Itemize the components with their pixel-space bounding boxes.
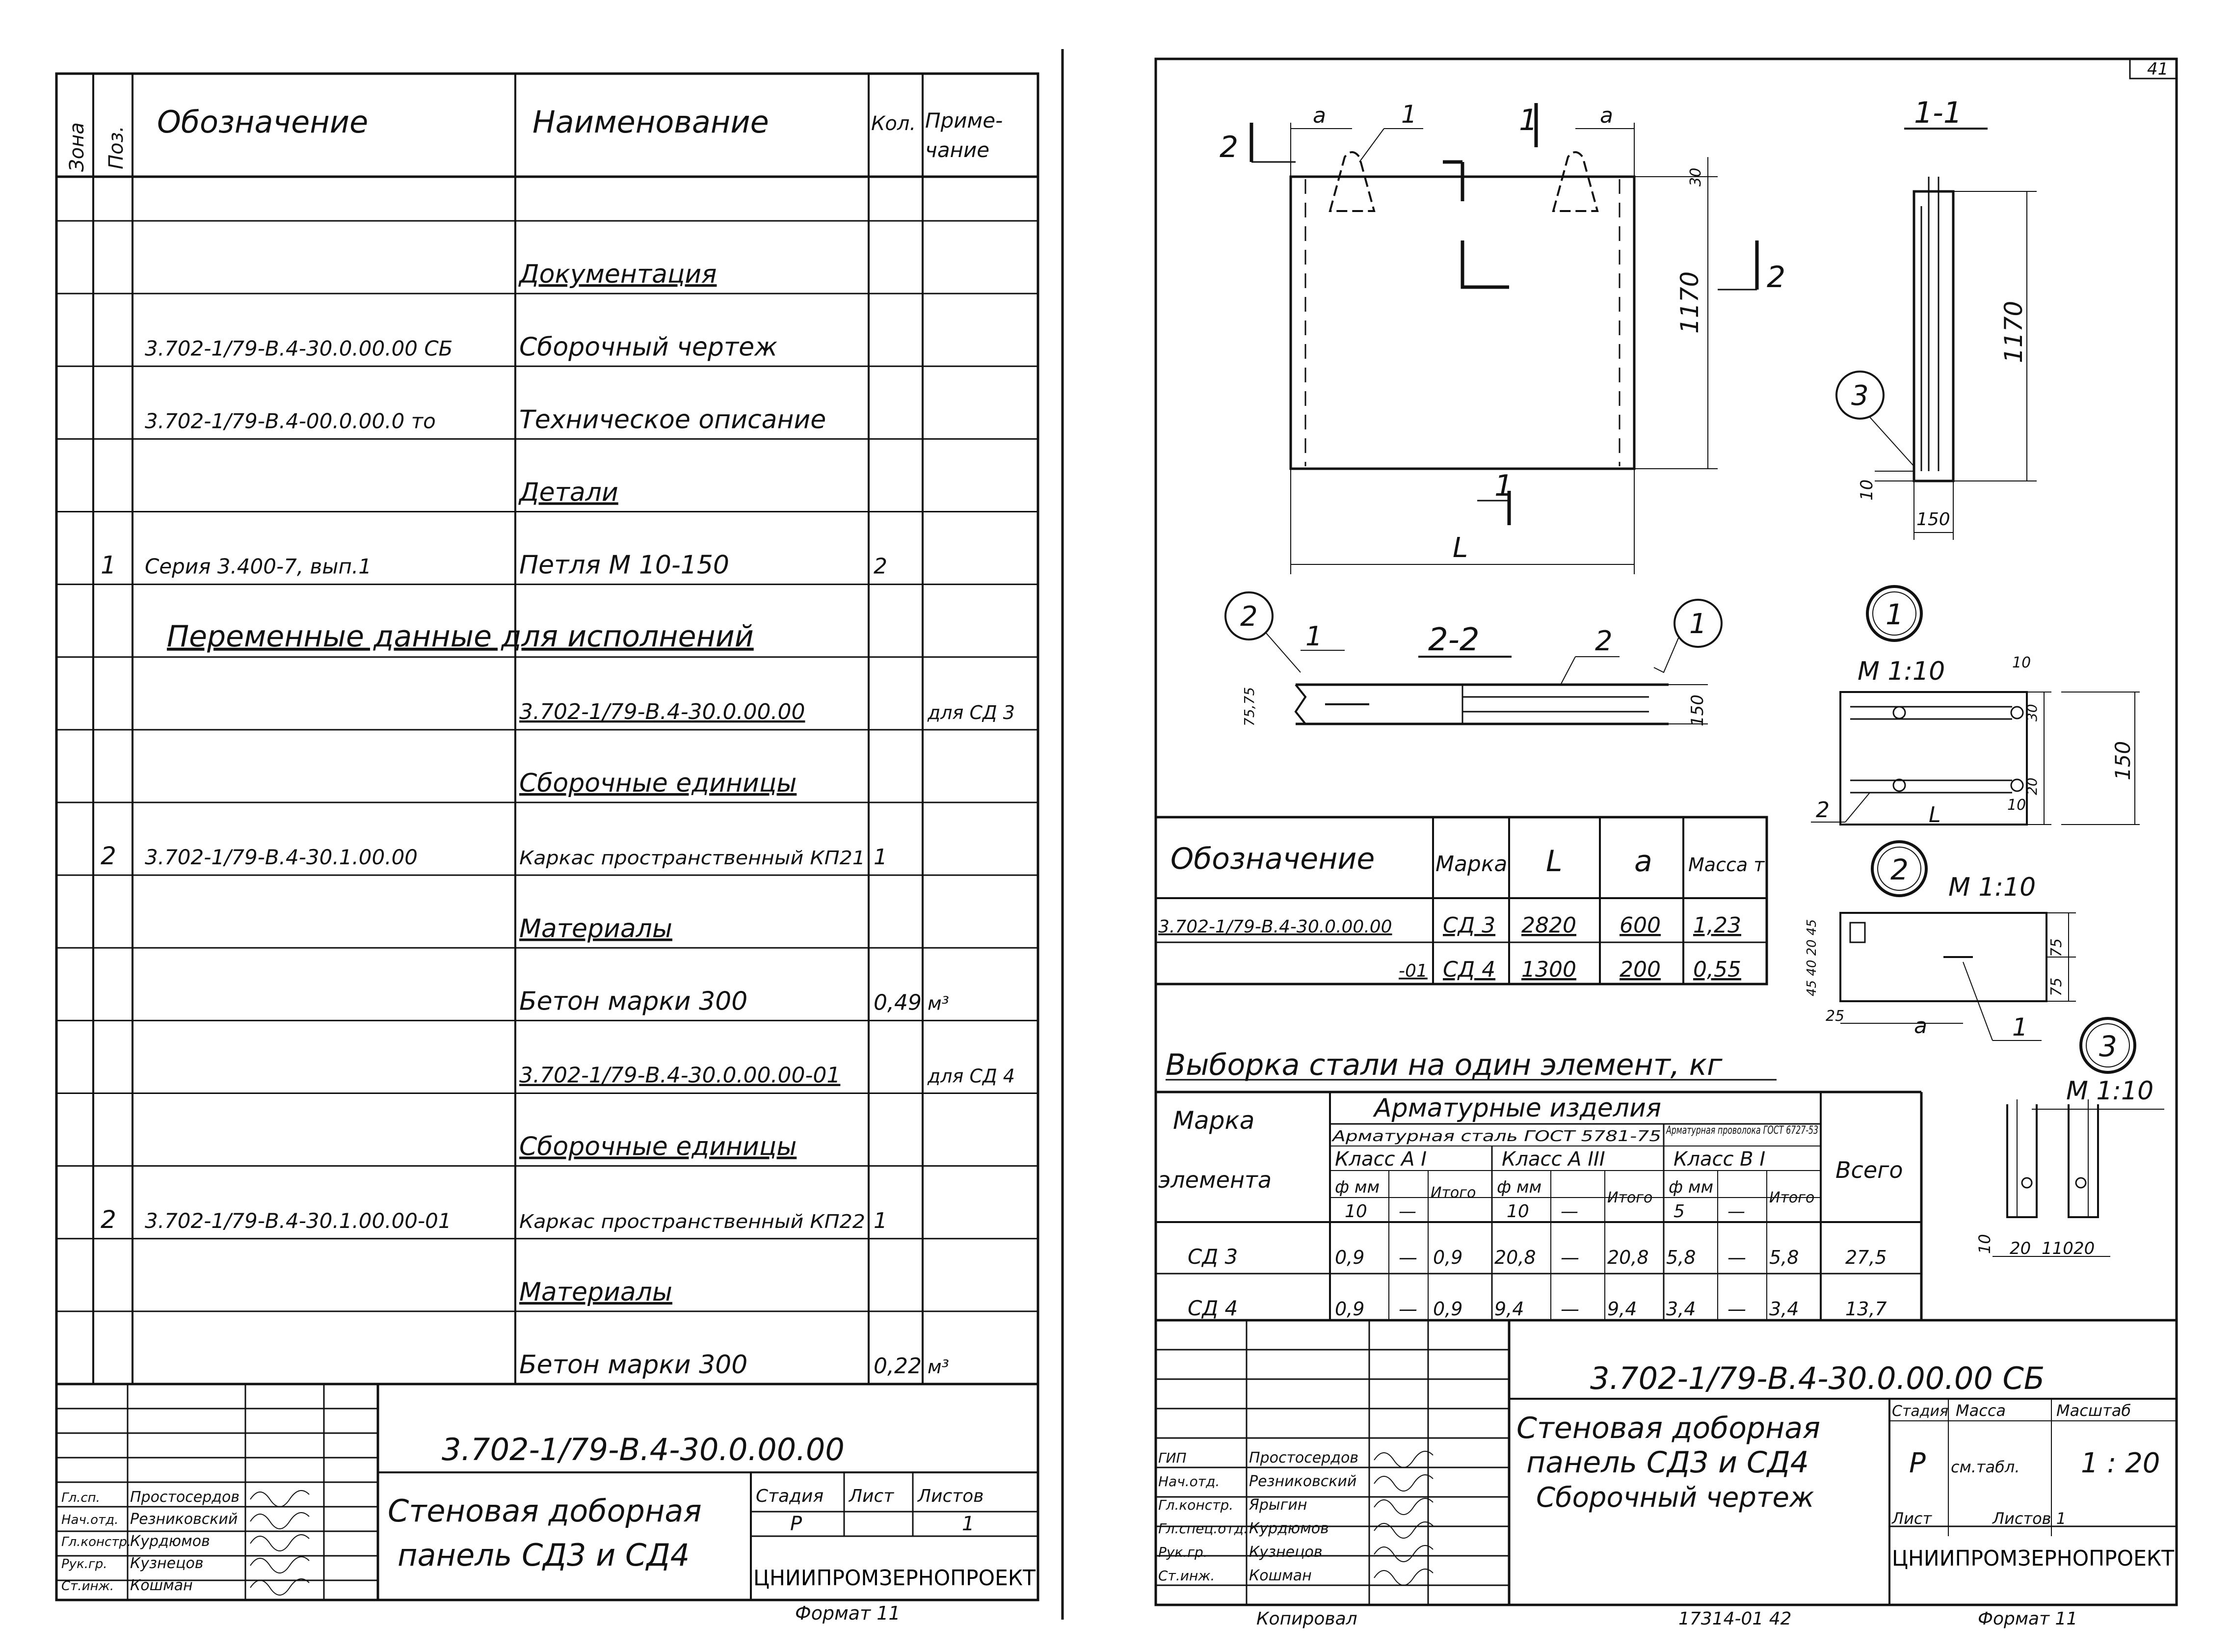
stamp-role: Нач.отд.	[61, 1513, 119, 1527]
spec-pos: 1	[101, 551, 116, 580]
steel-cell: 13,7	[1845, 1298, 1887, 1320]
dim-L: L	[1453, 532, 1468, 564]
stamp-person: Резниковский	[130, 1511, 238, 1528]
left-stamp-title-1: Стеновая доборная	[388, 1493, 702, 1529]
variant-cell: СД 4	[1443, 957, 1496, 982]
spec-name: Сборочный чертеж	[519, 332, 777, 362]
steel-cell: СД 4	[1188, 1296, 1238, 1320]
stamp-person: Кошман	[130, 1577, 193, 1594]
spec-name: Детали	[519, 478, 618, 507]
header-qty: Кол.	[871, 112, 916, 135]
section-2-2	[1225, 592, 1722, 726]
spec-row	[167, 619, 754, 654]
right-stamp-org: ЦНИИПРОМЗЕРНОПРОЕКТ	[1892, 1546, 2175, 1571]
node-1-scale: М 1:10	[1858, 657, 1945, 686]
steel-h-total-3: Итого	[1769, 1189, 1815, 1206]
stamp-role: Нач.отд.	[1158, 1473, 1220, 1490]
callout-3-section: 3	[1851, 380, 1869, 412]
node-2-d75a: 75	[2048, 938, 2065, 957]
signature	[1374, 1451, 1433, 1467]
spec-designation: Серия 3.400-7, вып.1	[145, 554, 372, 579]
spec-name: Сборочные единицы	[519, 769, 797, 798]
steel-h-dia-2: ф мм	[1497, 1177, 1542, 1197]
steel-cell: —	[1727, 1247, 1746, 1268]
spec-name: Бетон марки 300	[519, 1350, 748, 1380]
spec-note: для СД 3	[928, 701, 1015, 723]
spec-name: 3.702-1/79-В.4-30.0.00.00-01	[519, 1063, 841, 1088]
spec-name: 3.702-1/79-В.4-30.0.00.00	[519, 699, 805, 724]
spec-row	[518, 478, 618, 507]
steel-cell: 3,4	[1769, 1298, 1799, 1320]
stamp-person: Курдюмов	[1249, 1520, 1329, 1537]
node-3	[1975, 1018, 2164, 1258]
stamp-role: Ст.инж.	[1158, 1568, 1215, 1584]
stamp-role: Гл.констр.	[61, 1535, 132, 1549]
signature	[1374, 1498, 1433, 1515]
right-stamp-scale-label: Масштаб	[2056, 1401, 2131, 1420]
dim-a-right: а	[1600, 103, 1613, 128]
spec-row	[519, 1063, 1015, 1088]
stamp-role: Рук.гр.	[61, 1557, 107, 1572]
spec-name: Техническое описание	[519, 405, 826, 435]
spec-name: Сборочные единицы	[519, 1132, 797, 1162]
spec-row	[101, 551, 887, 580]
signature	[250, 1579, 309, 1595]
steel-cell: —	[1561, 1298, 1579, 1320]
header-designation: Обозначение	[157, 104, 369, 140]
left-stamp-stage: Р	[790, 1513, 802, 1535]
steel-h-total-1: Итого	[1431, 1184, 1476, 1201]
steel-dash-3: —	[1727, 1201, 1745, 1222]
callout-2-section: 2	[1240, 601, 1258, 633]
signature	[1374, 1475, 1433, 1491]
callout-1-left: 1	[1401, 100, 1417, 129]
spec-row	[519, 1350, 949, 1380]
signature	[250, 1491, 309, 1507]
spec-row	[145, 332, 777, 362]
spec-name: Документация	[519, 260, 717, 290]
steel-cell: 0,9	[1335, 1298, 1365, 1320]
spec-name: Бетон марки 300	[519, 986, 748, 1016]
node-2-a: а	[1914, 1013, 1927, 1039]
variant-cell: СД 3	[1443, 913, 1496, 938]
spec-row	[101, 1205, 887, 1234]
steel-cell: —	[1561, 1247, 1579, 1268]
callout-1-section: 1	[1305, 621, 1323, 652]
variant-cell: 1,23	[1693, 913, 1741, 938]
signature	[250, 1513, 309, 1529]
spec-note: м³	[928, 1356, 949, 1378]
node-1-d20: 20	[2024, 777, 2040, 795]
right-stamp-copied: Копировал	[1256, 1609, 1357, 1629]
left-stamp	[56, 1384, 1038, 1624]
variant-cell: 0,55	[1693, 957, 1741, 982]
steel-h-mark-1: Марка	[1173, 1106, 1255, 1135]
left-stamp-format: Формат 11	[795, 1602, 901, 1624]
node-2-callout-1: 1	[2012, 1013, 2028, 1041]
spec-qty: 1	[874, 845, 887, 870]
stamp-role: Ст.инж.	[61, 1579, 114, 1594]
node-1-d30: 30	[2024, 704, 2040, 721]
steel-cell: СД 3	[1188, 1245, 1238, 1269]
node-1-callout: 1	[1886, 598, 1904, 631]
steel-cell: 0,9	[1335, 1247, 1365, 1268]
steel-h-dia-3: ф мм	[1669, 1177, 1714, 1197]
var-h-mass: Масса т	[1688, 854, 1765, 876]
spec-row	[519, 1278, 672, 1307]
spec-designation: Переменные данные для исполнений	[167, 619, 754, 654]
spec-designation: 3.702-1/79-В.4-30.1.00.00-01	[145, 1208, 452, 1233]
section-marker-2b: 2	[1767, 260, 1786, 294]
dim-1170-b: 1170	[1999, 300, 2028, 363]
right-stamp	[1156, 1320, 2177, 1629]
steel-d2: 10	[1507, 1201, 1529, 1222]
right-stamp-code: 3.702-1/79-В.4-30.0.00.00 СБ	[1590, 1360, 2045, 1396]
steel-h-class-b1: Класс В I	[1674, 1148, 1766, 1171]
right-stamp-title-1: Стеновая доборная	[1516, 1411, 1821, 1445]
variant-cell: 200	[1620, 957, 1661, 982]
dim-10-section: 10	[1857, 479, 1877, 501]
steel-cell: —	[1399, 1247, 1417, 1268]
steel-dash-1: —	[1399, 1201, 1416, 1222]
right-stamp-stage-label: Стадия	[1892, 1403, 1949, 1420]
steel-table	[1156, 1048, 1921, 1320]
stamp-person: Простосердов	[1249, 1449, 1359, 1466]
dim-150-22: 150	[1688, 694, 1707, 726]
node-3-d20a: 20	[2010, 1239, 2031, 1258]
left-stamp-stage-label: Стадия	[756, 1486, 824, 1506]
steel-h-items: Арматурные изделия	[1374, 1093, 1662, 1123]
header-zone: Зона	[66, 122, 88, 172]
steel-d1: 10	[1345, 1201, 1367, 1222]
steel-h-class-a3: Класс А III	[1502, 1148, 1605, 1171]
node-2-scale: М 1:10	[1948, 873, 2036, 902]
dim-1170: 1170	[1675, 271, 1704, 334]
spec-row	[101, 842, 887, 870]
steel-h-wire: Арматурная проволока ГОСТ 6727-53	[1665, 1124, 1818, 1137]
node-1	[1811, 586, 2140, 827]
spec-qty: 0,22	[874, 1354, 922, 1379]
spec-table	[56, 74, 1038, 1600]
steel-cell: 20,8	[1607, 1247, 1649, 1268]
spec-designation: 3.702-1/79-В.4-30.1.00.00	[145, 845, 418, 870]
spec-pos: 2	[101, 1205, 116, 1234]
section-1-1-label: 1-1	[1914, 96, 1962, 130]
node-1-d10b: 10	[2007, 797, 2026, 814]
var-h-mark: Марка	[1435, 852, 1508, 877]
signature	[250, 1535, 309, 1551]
right-stamp-sheets-label: Листов 1	[1993, 1509, 2067, 1528]
steel-h-dia-1: ф мм	[1335, 1177, 1380, 1197]
section-marker-1a: 1	[1519, 103, 1538, 137]
callout-2-label: 2	[1595, 625, 1613, 657]
spec-designation: 3.702-1/79-В.4-00.0.00.0 то	[145, 409, 436, 433]
var-h-L: L	[1546, 844, 1563, 879]
stamp-person: Резниковский	[1249, 1473, 1357, 1490]
dim-30: 30	[1687, 167, 1704, 187]
right-stamp-footer-code: 17314-01 42	[1678, 1609, 1792, 1629]
stamp-role: Гл.спец.отд.	[1158, 1520, 1248, 1537]
right-stamp-stage: Р	[1909, 1447, 1926, 1479]
signature	[250, 1557, 309, 1573]
left-stamp-code: 3.702-1/79-В.4-30.0.00.00	[442, 1432, 845, 1467]
spec-row	[519, 914, 672, 943]
header-note-1: Приме-	[925, 108, 1003, 133]
steel-cell: 9,4	[1607, 1298, 1637, 1320]
stamp-person: Ярыгин	[1249, 1496, 1307, 1514]
signature	[1374, 1522, 1433, 1538]
steel-cell: 0,9	[1433, 1298, 1463, 1320]
steel-cell: 5,8	[1769, 1247, 1799, 1268]
dim-150-section: 150	[1916, 509, 1950, 530]
spec-designation: 3.702-1/79-В.4-30.0.00.00 СБ	[145, 336, 453, 361]
variant-cell: 3.702-1/79-В.4-30.0.00.00	[1158, 917, 1392, 937]
spec-row	[519, 769, 797, 798]
steel-cell: 27,5	[1845, 1247, 1887, 1268]
steel-cell: 5,8	[1666, 1247, 1696, 1268]
steel-h-mark-2: элемента	[1158, 1167, 1272, 1193]
left-stamp-sheet-label: Лист	[849, 1486, 894, 1506]
right-stamp-mass: см.табл.	[1951, 1458, 2020, 1476]
node-2-d25: 25	[1826, 1008, 1845, 1025]
variant-cell: 2820	[1521, 913, 1576, 938]
stamp-role: Гл.констр.	[1158, 1497, 1234, 1513]
steel-h-class-a1: Класс А I	[1335, 1148, 1427, 1171]
spec-row	[518, 260, 717, 289]
spec-qty: 1	[874, 1208, 887, 1233]
spec-qty: 2	[874, 554, 887, 579]
steel-cell: 3,4	[1666, 1298, 1696, 1320]
right-stamp-format: Формат 11	[1978, 1609, 2078, 1629]
node-1-d150: 150	[2111, 741, 2135, 780]
signature	[1374, 1569, 1433, 1585]
steel-title: Выборка стали на один элемент, кг	[1166, 1048, 1723, 1082]
left-stamp-org: ЦНИИПРОМЗЕРНОПРОЕКТ	[753, 1566, 1036, 1591]
stamp-role: Гл.сп.	[61, 1491, 100, 1505]
spec-row	[519, 699, 1015, 724]
spec-row	[145, 405, 826, 434]
node-3-callout: 3	[2099, 1030, 2117, 1063]
node-1-d10: 10	[2012, 654, 2031, 671]
header-note-2: чание	[925, 138, 990, 162]
header-pos: Поз.	[105, 126, 128, 169]
spec-row	[519, 1132, 797, 1162]
node-3-scale: М 1:10	[2066, 1076, 2154, 1106]
spec-name: Материалы	[519, 1277, 672, 1307]
callout-1-circle: 1	[1689, 608, 1707, 640]
sheet-number: 41	[2147, 59, 2169, 79]
stamp-person: Кузнецов	[1249, 1544, 1323, 1561]
node-3-d10: 10	[1975, 1234, 1994, 1254]
left-stamp-sheets: 1	[962, 1513, 975, 1535]
steel-cell: —	[1399, 1298, 1417, 1320]
steel-cell: 0,9	[1433, 1247, 1463, 1268]
panel-elevation	[1220, 100, 1785, 574]
steel-h-steel: Арматурная сталь ГОСТ 5781-75	[1331, 1128, 1661, 1145]
spec-name: Материалы	[519, 914, 672, 944]
var-h-designation: Обозначение	[1170, 842, 1375, 876]
stamp-person: Кошман	[1249, 1567, 1312, 1584]
header-name: Наименование	[532, 104, 769, 140]
steel-cell: —	[1727, 1298, 1746, 1320]
spec-note: для СД 4	[928, 1065, 1015, 1087]
stamp-role: Рук.гр.	[1158, 1544, 1208, 1560]
section-marker-2a: 2	[1220, 130, 1239, 164]
node-3-d110: 110	[2042, 1239, 2073, 1258]
right-stamp-scale: 1 : 20	[2081, 1447, 2160, 1479]
left-stamp-title-2: панель СД3 и СД4	[398, 1537, 690, 1573]
right-stamp-mass-label: Масса	[1956, 1401, 2006, 1420]
spec-row	[519, 986, 949, 1016]
steel-d3: 5	[1674, 1201, 1685, 1222]
node-1-L: L	[1929, 802, 1941, 827]
node-3-d20b: 20	[2073, 1239, 2095, 1258]
section-2-2-label: 2-2	[1428, 622, 1480, 658]
spec-qty: 0,49	[874, 990, 922, 1015]
variant-cell: 1300	[1521, 957, 1576, 982]
var-h-a: а	[1634, 844, 1652, 879]
steel-dash-2: —	[1561, 1201, 1578, 1222]
dim-75-75: 75,75	[1241, 687, 1257, 726]
stamp-role: ГИП	[1158, 1450, 1187, 1466]
spec-name: Каркас пространственный КП21	[519, 847, 865, 869]
spec-name: Каркас пространственный КП22	[519, 1210, 865, 1232]
steel-h-all: Всего	[1835, 1157, 1903, 1183]
signature	[1374, 1545, 1433, 1562]
steel-cell: 9,4	[1494, 1298, 1524, 1320]
node-1-callout-2: 2	[1816, 798, 1830, 823]
variants-table	[1156, 817, 1767, 984]
steel-cell: 20,8	[1494, 1247, 1536, 1268]
spec-name: Петля М 10-150	[519, 550, 730, 580]
node-2-callout: 2	[1890, 853, 1909, 886]
steel-h-total-2: Итого	[1607, 1189, 1653, 1206]
left-stamp-sheets-label: Листов	[918, 1486, 984, 1506]
spec-pos: 2	[101, 842, 116, 871]
right-stamp-title-3: Сборочный чертеж	[1536, 1482, 1814, 1514]
right-stamp-title-2: панель СД3 и СД4	[1526, 1445, 1809, 1480]
stamp-person: Кузнецов	[130, 1555, 204, 1572]
node-2	[1805, 842, 2076, 1041]
spec-note: м³	[928, 992, 949, 1014]
section-1-1	[1836, 96, 2037, 540]
right-stamp-sheet-label: Лист	[1892, 1509, 1932, 1528]
node-2-d75b: 75	[2048, 977, 2065, 996]
variant-cell: -01	[1399, 961, 1428, 981]
variant-cell: 600	[1620, 913, 1661, 938]
stamp-person: Простосердов	[130, 1489, 240, 1506]
section-marker-1b: 1	[1494, 469, 1514, 503]
stamp-person: Курдюмов	[130, 1533, 210, 1550]
node-2-d45: 45 40 20 45	[1805, 919, 1819, 996]
dim-a-left: а	[1313, 103, 1326, 128]
